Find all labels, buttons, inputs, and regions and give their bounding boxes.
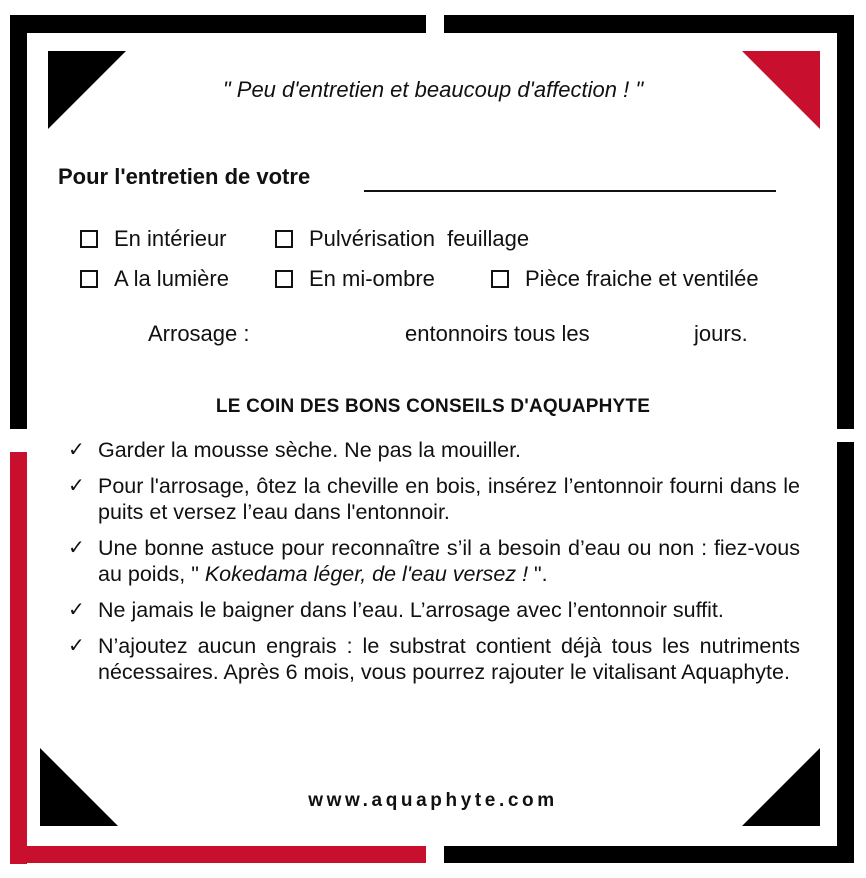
- corner-triangle-bottom-right: [742, 748, 820, 826]
- checkbox-pulverisation[interactable]: [275, 230, 293, 248]
- advice-item: [66, 633, 800, 685]
- option-lumiere-label: A la lumière: [114, 266, 229, 291]
- option-piece-fraiche-label: Pièce fraiche et ventilée: [525, 266, 759, 291]
- option-interieur[interactable]: [80, 226, 227, 252]
- checkbox-mi-ombre[interactable]: [275, 270, 293, 288]
- corner-triangle-bottom-left: [40, 748, 118, 826]
- frame-bottom-left-bar: [10, 846, 426, 863]
- entretien-label: Pour l'entretien de votre: [58, 164, 311, 189]
- advice-text: N’ajoutez aucun engrais : le substrat contient déjà tous les nutriments nécessaires. Après 6 mois, vous pourrez rajouter le vitalisant Aquaphyte.: [98, 634, 800, 684]
- option-lumiere[interactable]: [80, 266, 229, 292]
- arrosage-end-text: jours.: [694, 321, 748, 346]
- checkmark-icon: ✓: [68, 537, 85, 559]
- advice-text-start: Une bonne astuce pour reconnaître s’il a besoin d’eau ou non : fiez-vous au poids, ": [98, 536, 806, 586]
- checkmark-icon: ✓: [68, 635, 85, 657]
- checkmark-icon: ✓: [68, 599, 85, 621]
- advice-text-end: ".: [528, 562, 548, 586]
- frame-top-left-bar: [10, 15, 426, 33]
- checkbox-interieur[interactable]: [80, 230, 98, 248]
- checkbox-lumiere[interactable]: [80, 270, 98, 288]
- arrosage-middle-text: entonnoirs tous les: [405, 321, 590, 346]
- frame-top-right-bar: [444, 15, 854, 33]
- advice-item: [66, 535, 806, 587]
- advice-heading: LE COIN DES BONS CONSEILS D'AQUAPHYTE: [215, 396, 651, 417]
- option-mi-ombre-label: En mi-ombre: [309, 266, 435, 291]
- advice-text: Pour l'arrosage, ôtez la cheville en bois, insérez l’entonnoir fourni dans le puits et versez l’eau dans l'entonnoir.: [98, 474, 800, 524]
- advice-text-italic: Kokedama léger, de l'eau versez !: [204, 562, 529, 586]
- option-mi-ombre[interactable]: [275, 266, 435, 292]
- tagline-quote: " Peu d'entretien et beaucoup d'affection ! ": [222, 77, 644, 102]
- frame-bottom-right-bar: [444, 846, 854, 863]
- option-pulverisation-label: Pulvérisation feuillage: [309, 226, 530, 251]
- arrosage-label: Arrosage :: [148, 321, 250, 346]
- website-link[interactable]: www.aquaphyte.com: [308, 790, 558, 811]
- advice-list: [66, 437, 806, 695]
- checkmark-icon: ✓: [68, 475, 85, 497]
- advice-item: [66, 597, 800, 623]
- advice-text: Ne jamais le baigner dans l’eau. L’arrosage avec l’entonnoir suffit.: [98, 598, 724, 622]
- option-piece-fraiche[interactable]: [491, 266, 759, 292]
- checkmark-icon: ✓: [68, 439, 85, 461]
- advice-text: Garder la mousse sèche. Ne pas la mouiller.: [98, 438, 522, 462]
- advice-item: [66, 473, 800, 525]
- advice-item: [66, 437, 800, 463]
- option-interieur-label: En intérieur: [114, 226, 227, 251]
- checkbox-piece-fraiche[interactable]: [491, 270, 509, 288]
- plant-name-blank-line[interactable]: [364, 190, 776, 192]
- option-pulverisation[interactable]: [275, 226, 529, 252]
